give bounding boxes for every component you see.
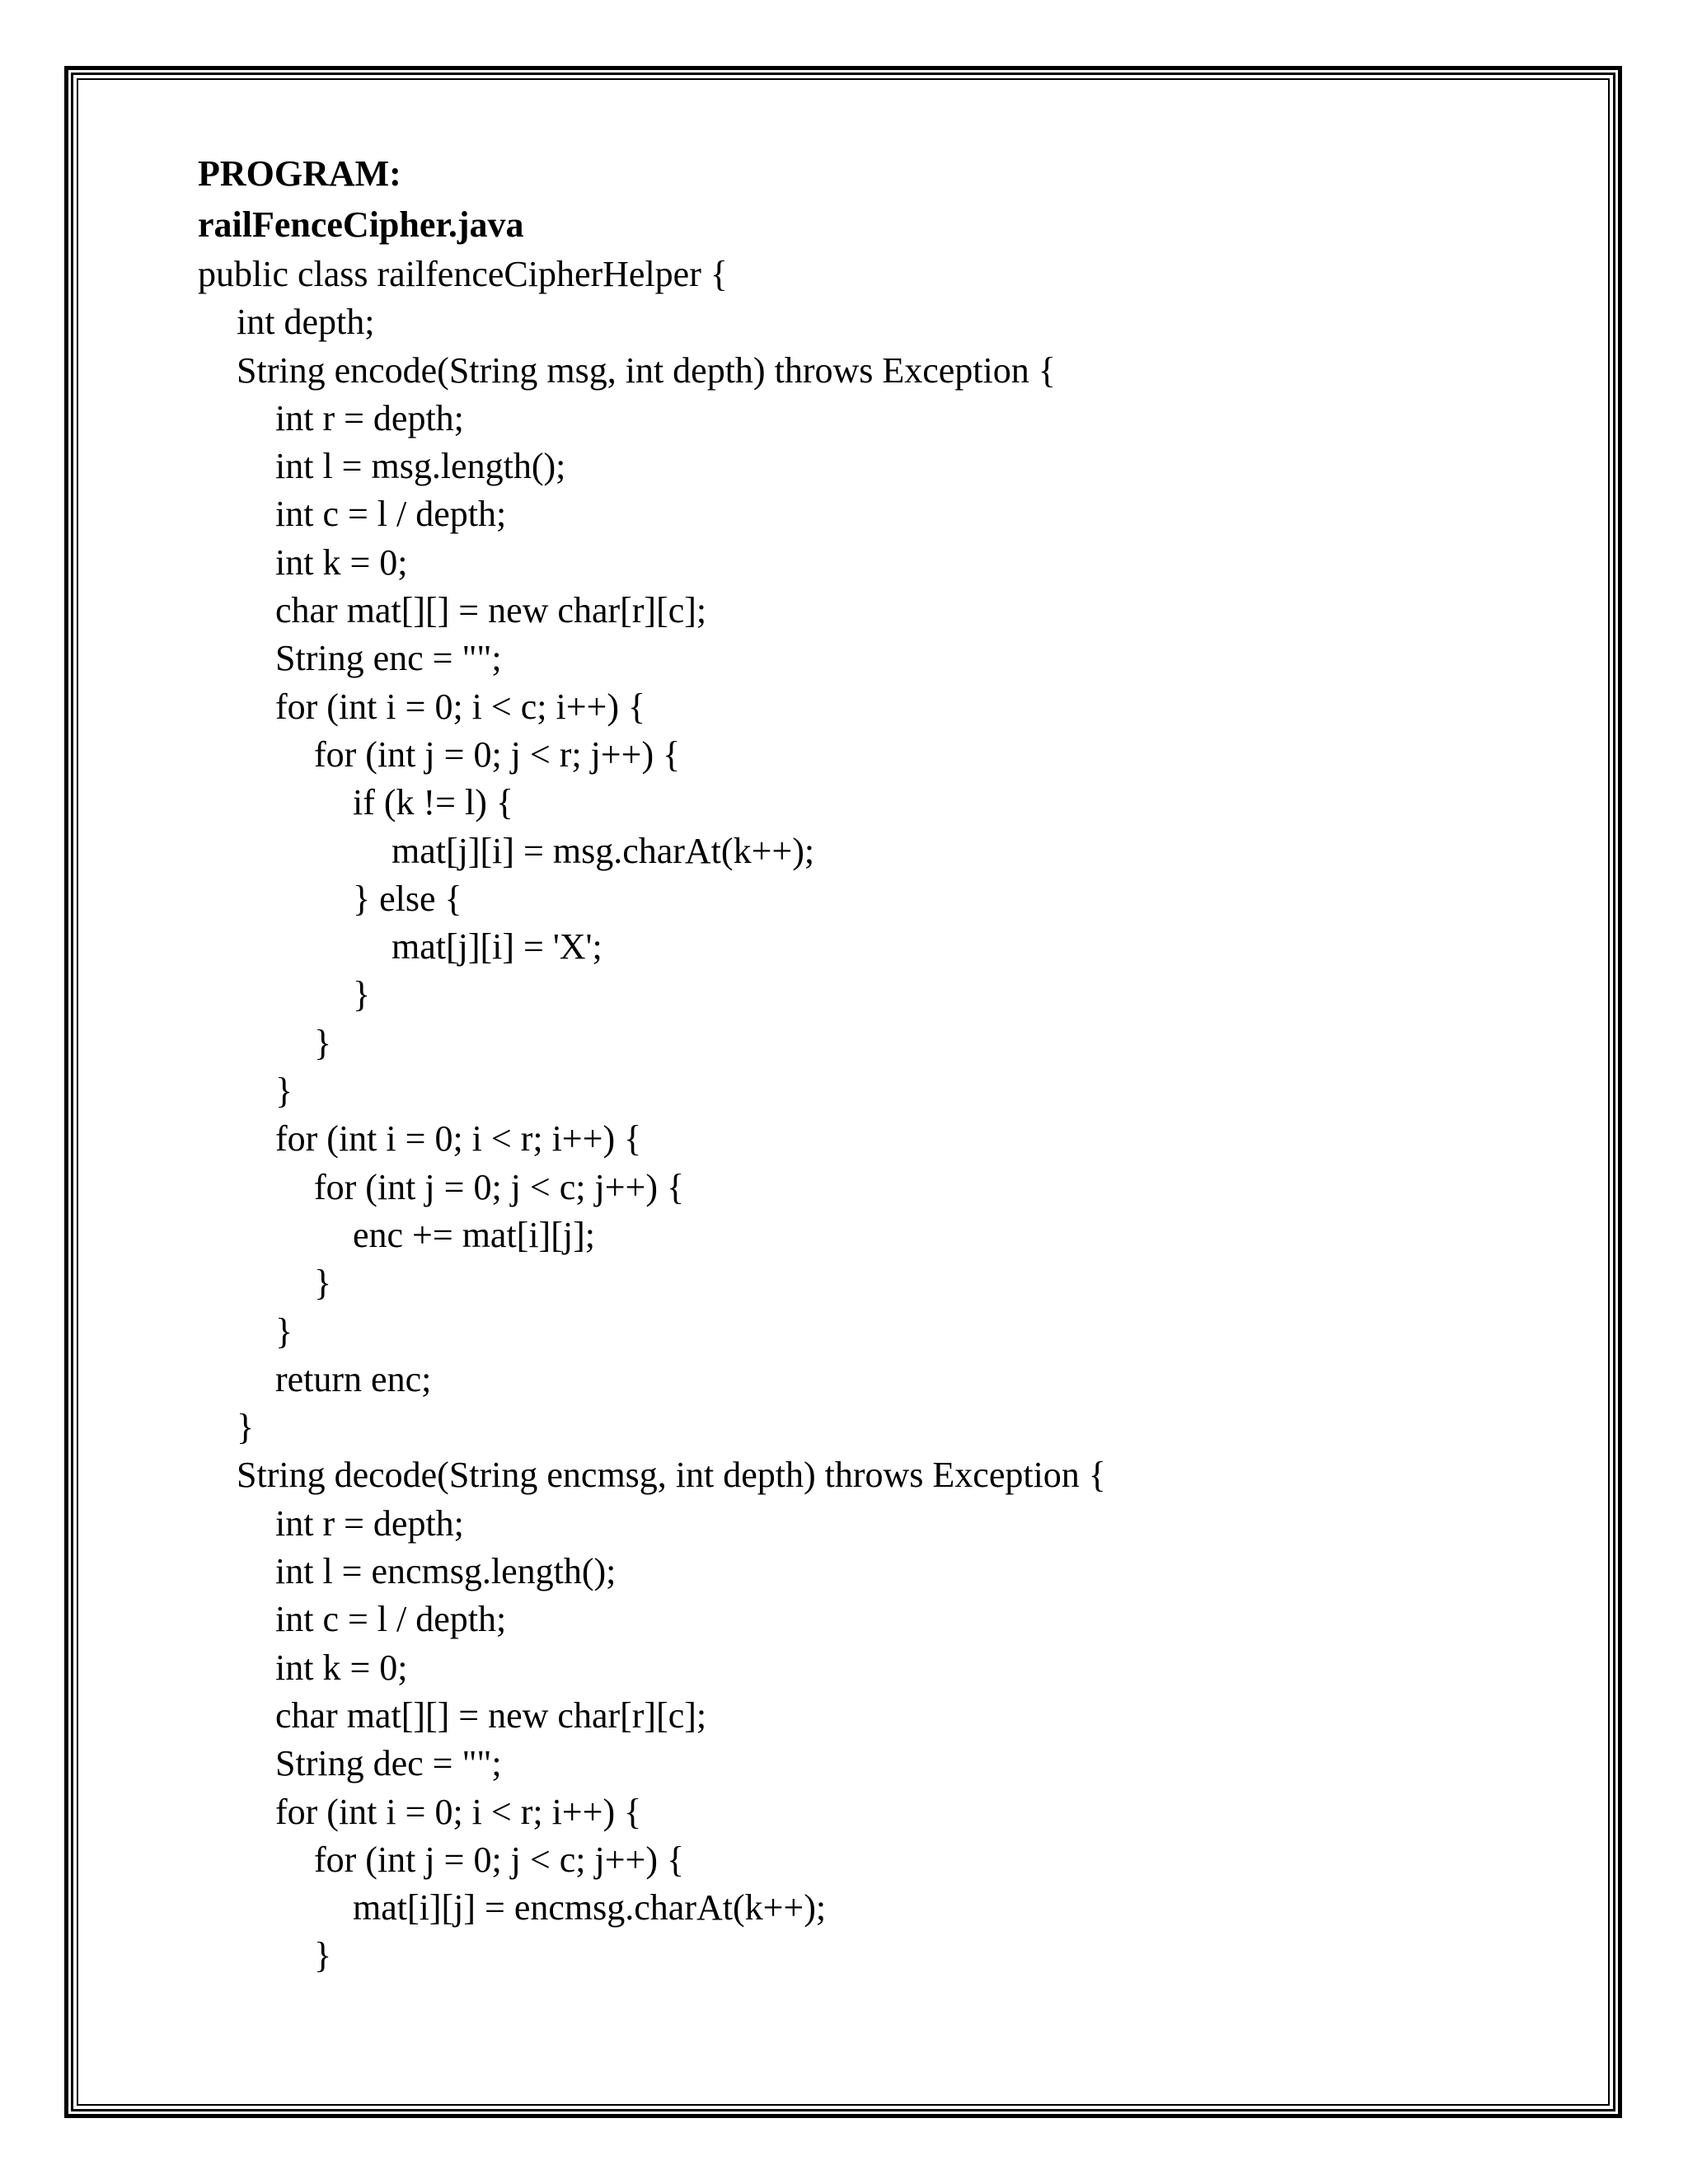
code-line: mat[j][i] = 'X'; [392,926,603,968]
file-name-heading: railFenceCipher.java [198,204,524,245]
code-line: for (int i = 0; i < r; i++) { [275,1118,642,1160]
code-line: int l = msg.length(); [275,446,566,487]
code-line: public class railfenceCipherHelper { [198,254,728,294]
code-line: for (int j = 0; j < c; j++) { [314,1839,685,1880]
code-block [198,251,1558,1980]
code-line: } [275,1310,293,1352]
code-line: return enc; [275,1358,432,1399]
code-line: int c = l / depth; [275,494,507,535]
program-heading: PROGRAM: [198,153,401,194]
code-line: } [314,1263,332,1304]
code-line: enc += mat[i][j]; [353,1214,595,1255]
code-line: } [314,1022,332,1063]
code-line: String enc = ""; [275,638,502,679]
code-line: int r = depth; [275,397,464,438]
code-line: for (int i = 0; i < c; i++) { [275,686,646,727]
code-line: } [237,1407,255,1448]
code-line: mat[i][j] = encmsg.charAt(k++); [353,1887,827,1929]
document-content [198,148,1558,1980]
code-line: } [353,974,371,1015]
code-line: char mat[][] = new char[r][c]; [275,1694,707,1736]
code-line: String dec = ""; [275,1743,502,1784]
code-line: mat[j][i] = msg.charAt(k++); [392,830,815,871]
code-line: String encode(String msg, int depth) throws Exception { [237,349,1056,391]
code-line: int k = 0; [275,541,408,583]
code-line: int k = 0; [275,1647,408,1688]
code-line: for (int i = 0; i < r; i++) { [275,1791,642,1832]
code-line: } else { [353,878,462,919]
code-line: int r = depth; [275,1502,464,1544]
code-line: int c = l / depth; [275,1599,507,1640]
code-line: } [314,1935,332,1976]
code-line: char mat[][] = new char[r][c]; [275,590,707,631]
code-line: int l = encmsg.length(); [275,1551,617,1592]
code-line: String decode(String encmsg, int depth) throws Exception { [237,1455,1106,1496]
code-line: int depth; [237,302,375,343]
code-line: } [275,1071,293,1112]
code-line: for (int j = 0; j < r; j++) { [314,733,681,775]
code-line: if (k != l) { [353,782,513,823]
code-line: for (int j = 0; j < c; j++) { [314,1166,685,1207]
